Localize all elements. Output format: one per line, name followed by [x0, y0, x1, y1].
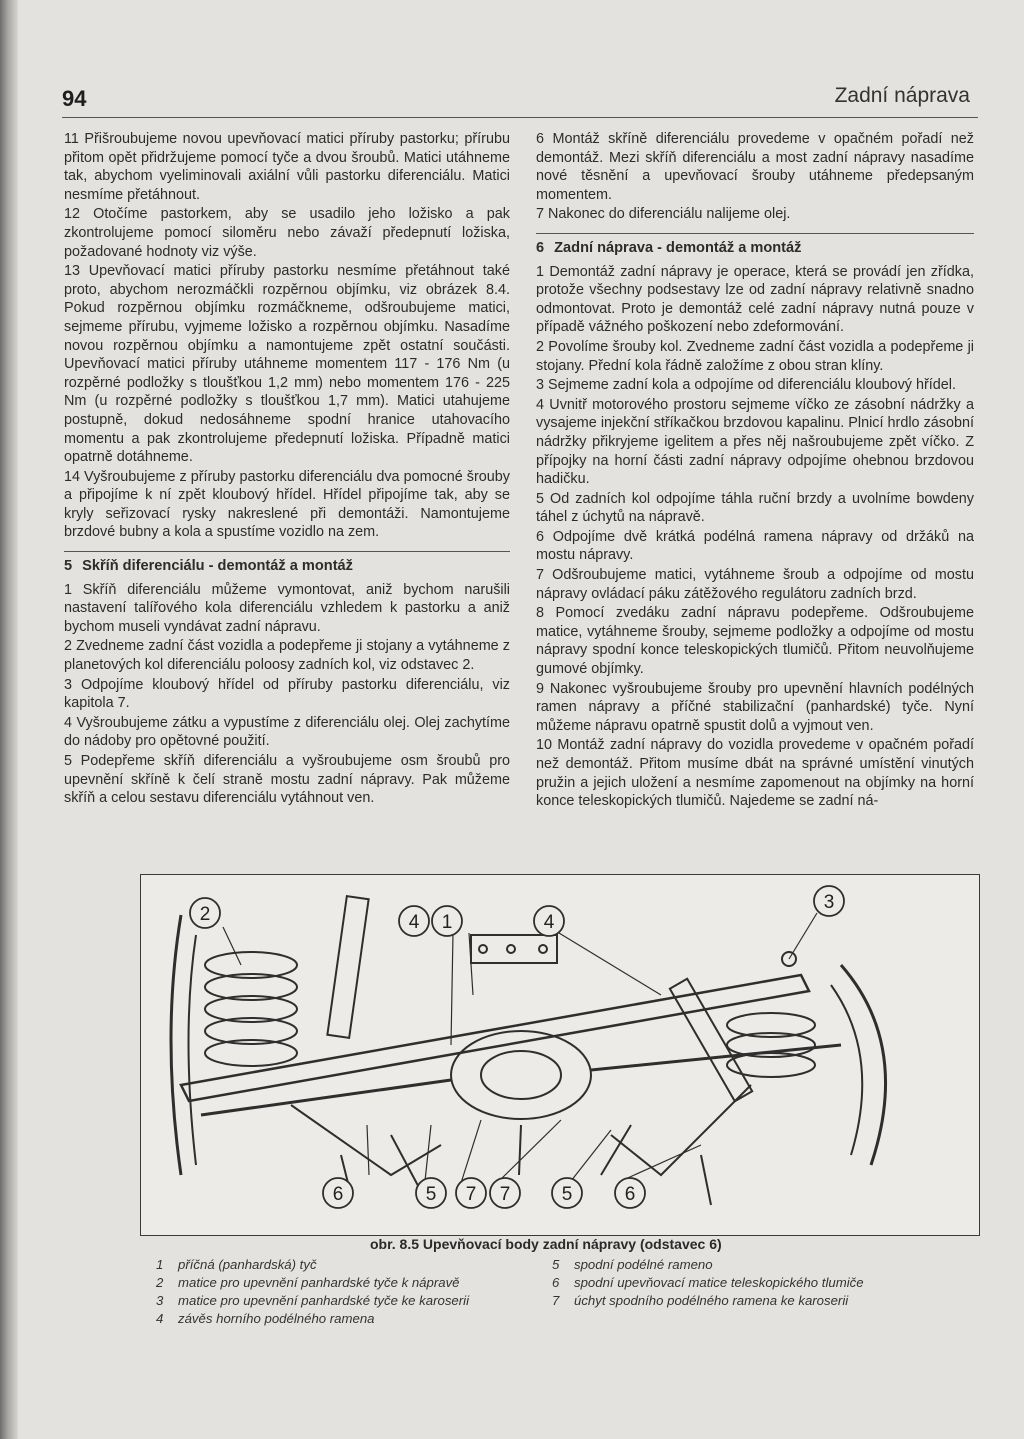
legend-number: 2 [156, 1275, 164, 1290]
legend-text: matice pro upevnění panhardské tyče ke karoserii [178, 1293, 470, 1308]
legend-item [552, 1292, 932, 1310]
legend-text: úchyt spodního podélného ramena ke karoserii [574, 1293, 849, 1308]
paragraph: 8 Pomocí zvedáku zadní nápravu podepřeme. Odšroubujeme matice, vytáhneme šrouby, sejmeme podložky a odpojíme od mostu nápravy spodní konce teleskopických tlumičů. Přitom neuvolňujeme gumové objímky. [536, 605, 974, 678]
left-shock-absorber [327, 896, 368, 1038]
legend-item [552, 1274, 932, 1292]
paragraph: 4 Vyšroubujeme zátku a vypustíme z diferenciálu olej. Olej zachytíme do nádoby pro opětovné použití. [64, 714, 510, 750]
paragraph: 2 Povolíme šrouby kol. Zvedneme zadní část vozidla a podepřeme ji stojany. Přední kola řádně založíme z obou stran klíny. [536, 338, 974, 374]
paragraph: 10 Montáž zadní nápravy do vozidla provedeme v opačném pořadí než demontáž. Přitom musíme dbát na správné umístění vinutých pružin a jejich uložení a nesmíme zapomenout na objímky na horní konce teleskopických tlumičů. Najedeme se zadní ná- [536, 737, 974, 810]
paragraph: 2 Zvedneme zadní část vozidla a podepřeme ji stojany a vytáhneme z planetových kol diferenciálu poloosy zadních kol, viz odstavec 2. [64, 638, 510, 674]
section-heading-6 [536, 233, 974, 258]
book-spine-shadow [0, 0, 18, 1439]
callout-4: 4 [543, 912, 555, 933]
paragraph: 3 Sejmeme zadní kola a odpojíme od diferenciálu kloubový hřídel. [536, 377, 956, 394]
paragraph: 5 Od zadních kol odpojíme táhla ruční brzdy a uvolníme bowdeny táhel z úchytů na nápravě. [536, 490, 974, 526]
paragraph: 9 Nakonec vyšroubujeme šrouby pro upevnění hlavních podélných ramen nápravy a příčné stabilizační (panhardské) tyče. Nyní můžeme nápravu opatrně spustit dolů a vyjmout ven. [536, 680, 974, 734]
paragraph: 12 Otočíme pastorkem, aby se usadilo jeho ložisko a pak zkontrolujeme pomocí siloměru nebo závaží předepnutí ložiska, požadované hodnoty viz výše. [64, 206, 510, 260]
paragraph: 6 Odpojíme dvě krátká podélná ramena nápravy od držáků na mostu nápravy. [536, 528, 974, 564]
callout-4: 4 [408, 912, 420, 933]
differential-housing [451, 1031, 591, 1119]
callout-6: 6 [332, 1184, 344, 1205]
section-number: 6 [536, 239, 545, 256]
rear-axle-drawing [141, 875, 979, 1235]
legend-item [156, 1292, 516, 1310]
lower-trailing-arm-right [611, 1085, 751, 1175]
figure-legend-left [156, 1256, 516, 1328]
paragraph: 1 Demontáž zadní nápravy je operace, která se provádí jen zřídka, protože všechny podsestavy lze od zadní nápravy relativně snadno odmontovat. Proto je demontáž celé zadní nápravy nutná pouze v případě vážného poškození nebo zdeformování. [536, 263, 974, 336]
rear-axle-illustration [140, 874, 980, 1236]
legend-item [552, 1256, 932, 1274]
legend-number: 4 [156, 1311, 164, 1326]
paragraph: 13 Upevňovací matici příruby pastorku nesmíme přetáhnout také proto, abychom nerozmáčkli rozpěrnou objímku, viz obrázek 8.4. Pokud rozpěrnou objímku rozmáčkneme, odšroubujeme matici, sejmeme přírubu, vyjmeme ložisko a rozpěrnou objímku. Nasadíme novou rozpěrnou objímku a namontujeme zpět ostatní součásti. Upevňovací matici příruby utáhneme momentem 117 - 176 Nm (u rozpěrné podložky s tloušťkou 1,2 mm) nebo momentem 176 - 225 Nm (u rozpěrné podložky s tloušťkou 1,7 mm). Matici utahujeme postupně, dokud nedosáhneme spodní hranice utahovacího momentu a pak zkontrolujeme předepnutí ložiska. Případně matici opatrně dotáhneme. [64, 263, 510, 466]
section-number: 5 [64, 558, 73, 575]
left-coil-spring [205, 952, 297, 1066]
callout-3: 3 [823, 892, 835, 913]
paragraph: 7 Odšroubujeme matici, vytáhneme šroub a odpojíme od mostu nápravy ovládací páku zátěžového regulátoru zadních brzd. [536, 567, 974, 602]
paragraph: 11 Přišroubujeme novou upevňovací matici příruby pastorku; přírubu přitom opět přidržujeme pomocí tyče a dvou šroubů. Matici utáhneme tak, abychom vyeliminovali axiální vůli pastorku diferenciálu. Matici nesmíme přetáhnout. [64, 131, 510, 203]
right-tyre [841, 965, 886, 1165]
callout-7: 7 [499, 1184, 511, 1205]
callout-5: 5 [425, 1184, 437, 1205]
legend-text: příčná (panhardská) tyč [178, 1257, 317, 1272]
callout-6: 6 [624, 1184, 636, 1205]
legend-text: spodní upevňovací matice teleskopického tlumiče [574, 1275, 864, 1290]
legend-number: 3 [156, 1293, 164, 1308]
figure-caption: obr. 8.5 Upevňovací body zadní nápravy (odstavec 6) [370, 1236, 722, 1252]
header-rule [62, 117, 978, 118]
paragraph: 5 Podepřeme skříň diferenciálu a vyšroubujeme osm šroubů pro upevnění skříně k čelí straně mostu zadní nápravy. Pak můžeme skříň a celou sestavu diferenciálu vytáhnout ven. [64, 753, 510, 807]
legend-item [156, 1274, 516, 1292]
callout-5: 5 [561, 1184, 573, 1205]
legend-number: 5 [552, 1257, 560, 1272]
paragraph: 4 Uvnitř motorového prostoru sejmeme víčko ze zásobní nádržky a vysajeme injekční stříkačkou brzdovou kapalinu. Plnicí hrdlo zásobní nádržky přikryjeme igelitem a přes něj našroubujeme zpět víčko. Z přípojky na horní části zadní nápravy odpojíme ohebnou brzdovou hadičku. [536, 396, 974, 488]
legend-text: spodní podélné rameno [574, 1257, 713, 1272]
paragraph: 7 Nakonec do diferenciálu nalijeme olej. [536, 206, 791, 223]
legend-number: 6 [552, 1275, 560, 1290]
paragraph: 3 Odpojíme kloubový hřídel od příruby pastorku diferenciálu, viz kapitola 7. [64, 676, 510, 712]
legend-number: 7 [552, 1293, 560, 1308]
panhard-rod [181, 975, 809, 1101]
callout-2: 2 [199, 904, 211, 925]
legend-text: závěs horního podélného ramena [178, 1311, 375, 1326]
left-tyre [171, 915, 181, 1175]
chapter-title: Zadní náprava [834, 84, 970, 107]
right-coil-spring [727, 1013, 815, 1077]
section-heading-5 [64, 551, 510, 576]
paragraph: 6 Montáž skříně diferenciálu provedeme v opačném pořadí než demontáž. Mezi skříň diferenciálu a most zadní nápravy nasadíme nové těsnění a upevňovací šrouby utáhneme předepsaným momentem. [536, 131, 974, 203]
callout-1: 1 [441, 912, 453, 933]
figure-legend-right [552, 1256, 932, 1310]
legend-text: matice pro upevnění panhardské tyče k nápravě [178, 1275, 460, 1290]
lower-trailing-arm-left [291, 1105, 441, 1175]
legend-item [156, 1310, 516, 1328]
section-title: Zadní náprava - demontáž a montáž [554, 239, 802, 256]
paragraph: 1 Skříň diferenciálu můžeme vymontovat, aniž bychom narušili nastavení talířového kola diferenciálu vzhledem k pastorku a aniž bychom museli vyndávat zadní nápravu. [64, 581, 510, 635]
legend-number: 1 [156, 1257, 164, 1272]
right-column [536, 130, 974, 812]
callout-7: 7 [465, 1184, 477, 1205]
legend-item [156, 1256, 516, 1274]
section-title: Skříň diferenciálu - demontáž a montáž [82, 558, 353, 575]
paragraph: 14 Vyšroubujeme z příruby pastorku diferenciálu dva pomocné šrouby a připojíme k ní zpět kloubový hřídel. Hřídel připojíme tak, aby se kryly seřizovací rysky nakreslené při demontáži. Namontujeme brzdové bubny a kola a spustíme vozidlo na zem. [64, 468, 510, 541]
left-column [64, 130, 510, 809]
page-number: 94 [62, 86, 87, 111]
